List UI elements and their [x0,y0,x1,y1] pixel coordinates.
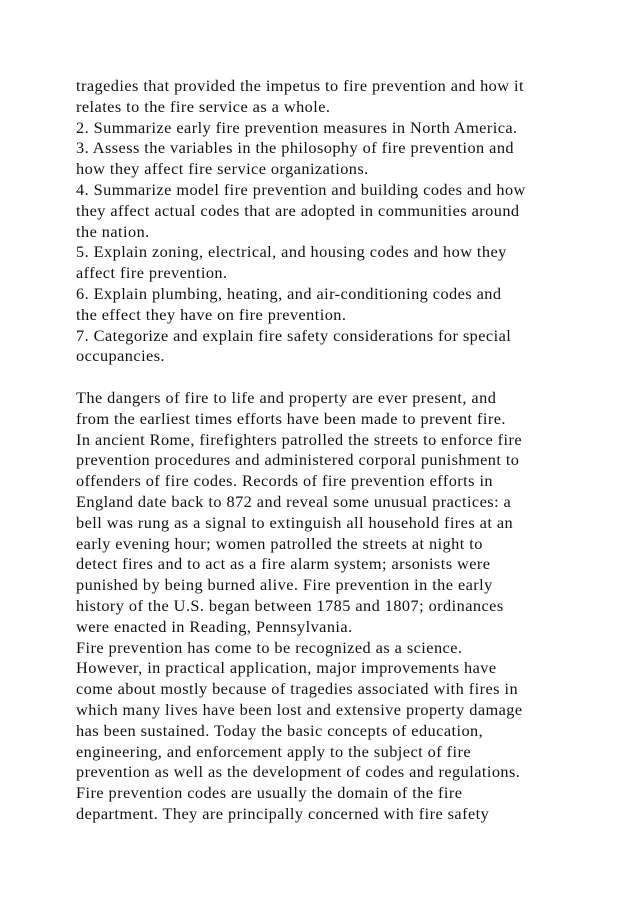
text-line: prevention procedures and administered corporal punishment to [76,450,520,470]
text-line: come about mostly because of tragedies associated with fires in [76,679,519,699]
text-line: early evening hour; women patrolled the streets at night to [76,533,483,553]
text-line: The dangers of fire to life and property are ever present, and [76,387,497,407]
text-line: how they affect fire service organizations. [76,159,369,179]
text-line: detect fires and to act as a fire alarm system; arsonists were [76,554,491,574]
text-line: In ancient Rome, firefighters patrolled the streets to enforce fire [76,429,523,449]
text-line: 6. Explain plumbing, heating, and air-conditioning codes and [76,283,502,303]
text-line: 2. Summarize early fire prevention measures in North America. [76,117,518,137]
text-line: history of the U.S. began between 1785 and 1807; ordinances [76,595,504,615]
text-line: affect fire prevention. [76,263,228,283]
text-line: Fire prevention has come to be recognized as a science. [76,637,463,657]
text-line: which many lives have been lost and extensive property damage [76,699,523,719]
text-line: However, in practical application, major improvements have [76,658,497,678]
body-text [76,76,596,825]
text-line: England date back to 872 and reveal some unusual practices: a [76,491,512,511]
text-line: were enacted in Reading, Pennsylvania. [76,616,353,636]
text-line: tragedies that provided the impetus to fire prevention and how it [76,76,524,95]
text-line: offenders of fire codes. Records of fire prevention efforts in [76,471,494,491]
text-line: punished by being burned alive. Fire prevention in the early [76,575,493,595]
text-line: engineering, and enforcement apply to the subject of fire [76,741,471,761]
text-line: has been sustained. Today the basic concepts of education, [76,720,484,740]
text-line: the effect they have on fire prevention. [76,304,347,324]
text-line: the nation. [76,221,150,241]
text-line: 5. Explain zoning, electrical, and housing codes and how they [76,242,507,262]
text-line: occupancies. [76,346,166,366]
text-line: 4. Summarize model fire prevention and building codes and how [76,179,526,199]
text-line: 3. Assess the variables in the philosophy of fire prevention and [76,138,515,158]
text-line: they affect actual codes that are adopted in communities around [76,200,520,220]
text-line: from the earliest times efforts have been made to prevent fire. [76,408,506,428]
text-line: bell was rung as a signal to extinguish all household fires at an [76,512,514,532]
paragraph-break [76,367,596,388]
text-line: 7. Categorize and explain fire safety considerations for special [76,325,512,345]
text-line: department. They are principally concerned with fire safety [76,803,490,823]
text-line: prevention as well as the development of codes and regulations. [76,762,521,782]
text-line: Fire prevention codes are usually the domain of the fire [76,783,463,803]
text-line: relates to the fire service as a whole. [76,96,331,116]
